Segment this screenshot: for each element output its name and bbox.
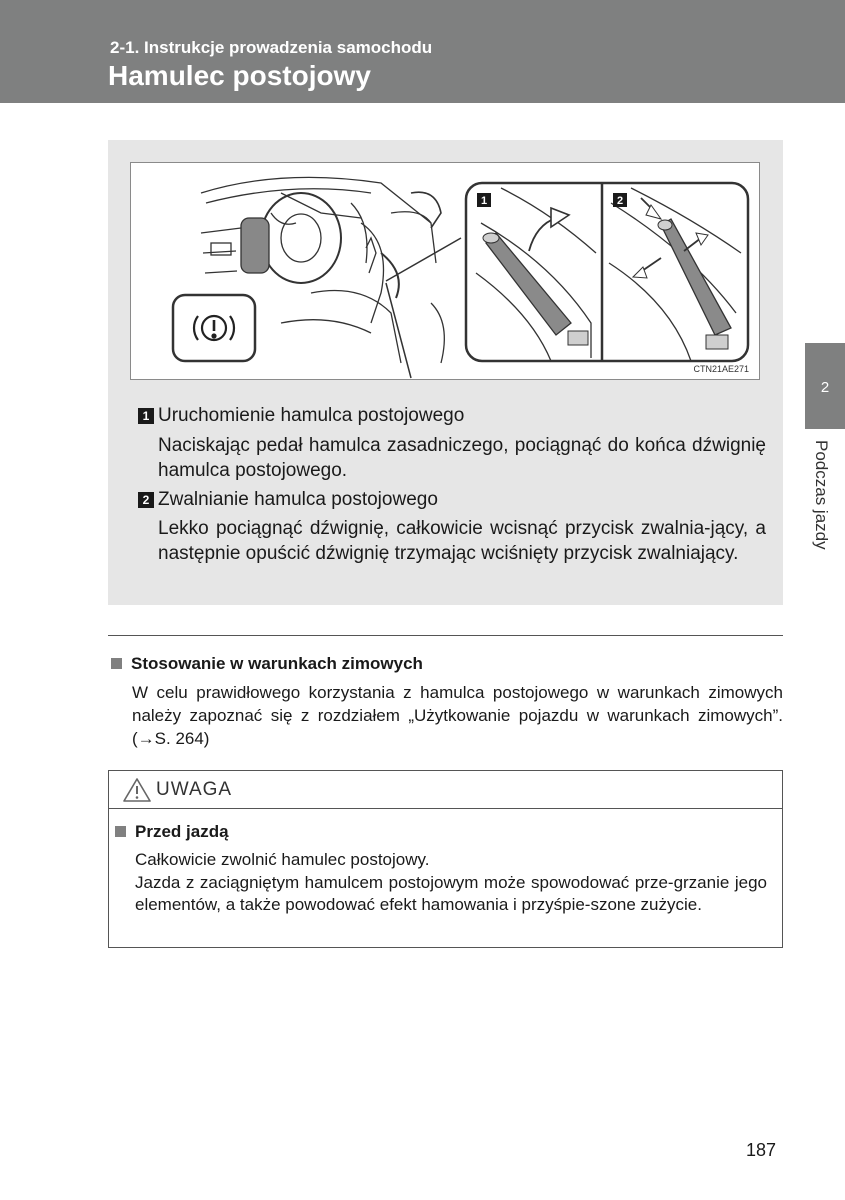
figure-badge-2: 2: [616, 195, 624, 207]
step-2-text: Lekko pociągnąć dźwignię, całkowicie wcisnąć przycisk zwalnia-jący, a następnie opuścić dźwignię trzymając wciśnięty przycisk zwalniający.: [158, 518, 766, 564]
section-title: 2-1. Instrukcje prowadzenia samochodu: [110, 38, 433, 57]
step-1-title-text: Uruchomienie hamulca postojowego: [158, 405, 465, 426]
warning-subheading: [115, 822, 229, 842]
step-2-badge: 2: [138, 492, 154, 508]
page-header: [0, 0, 845, 103]
step-1-title: [138, 403, 464, 428]
warning-text: [135, 849, 767, 917]
chapter-tab: [805, 343, 845, 429]
warning-header: [109, 771, 782, 809]
warning-title: UWAGA: [156, 779, 233, 800]
winter-text: W celu prawidłowego korzystania z hamulca postojowego w warunkach zimowych należy zapoznać się z rozdziałem „Użytkowanie pojazdu w warunkach zimowych”. (→S. 264): [132, 683, 783, 748]
warning-line-1: Całkowicie zwolnić hamulec postojowy.: [135, 850, 430, 869]
warning-line-2: Jazda z zaciągniętym hamulcem postojowym może spowodować prze-grzanie jego elementów, a także powodować efekt hamowania i przyśpie-szone zużycie.: [135, 872, 767, 914]
parking-brake-illustration: [130, 162, 760, 380]
winter-heading: [111, 654, 423, 674]
warning-subheading-text: Przed jazdą: [135, 822, 229, 841]
square-bullet-icon: [111, 658, 122, 669]
square-bullet-icon: [115, 826, 126, 837]
step-1-text: Naciskając pedał hamulca zasadniczego, pociągnąć do końca dźwignię hamulca postojowego.: [158, 435, 766, 481]
step-2-title-text: Zwalnianie hamulca postojowego: [158, 489, 438, 510]
warning-box: [108, 770, 783, 948]
page-title: Hamulec postojowy: [108, 60, 371, 91]
figure-code: CTN21AE271: [693, 364, 749, 374]
winter-heading-text: Stosowanie w warunkach zimowych: [131, 654, 423, 673]
chapter-label: Podczas jazdy: [812, 440, 831, 550]
page-number: 187: [746, 1140, 777, 1160]
chapter-number: 2: [820, 379, 830, 396]
step-1-badge: 1: [138, 408, 154, 424]
section-divider: [108, 635, 783, 636]
step-2-title: [138, 487, 438, 512]
warning-triangle-icon: [122, 777, 152, 803]
figure-badge-1: 1: [480, 195, 488, 207]
illustration-drawing: [131, 163, 759, 379]
